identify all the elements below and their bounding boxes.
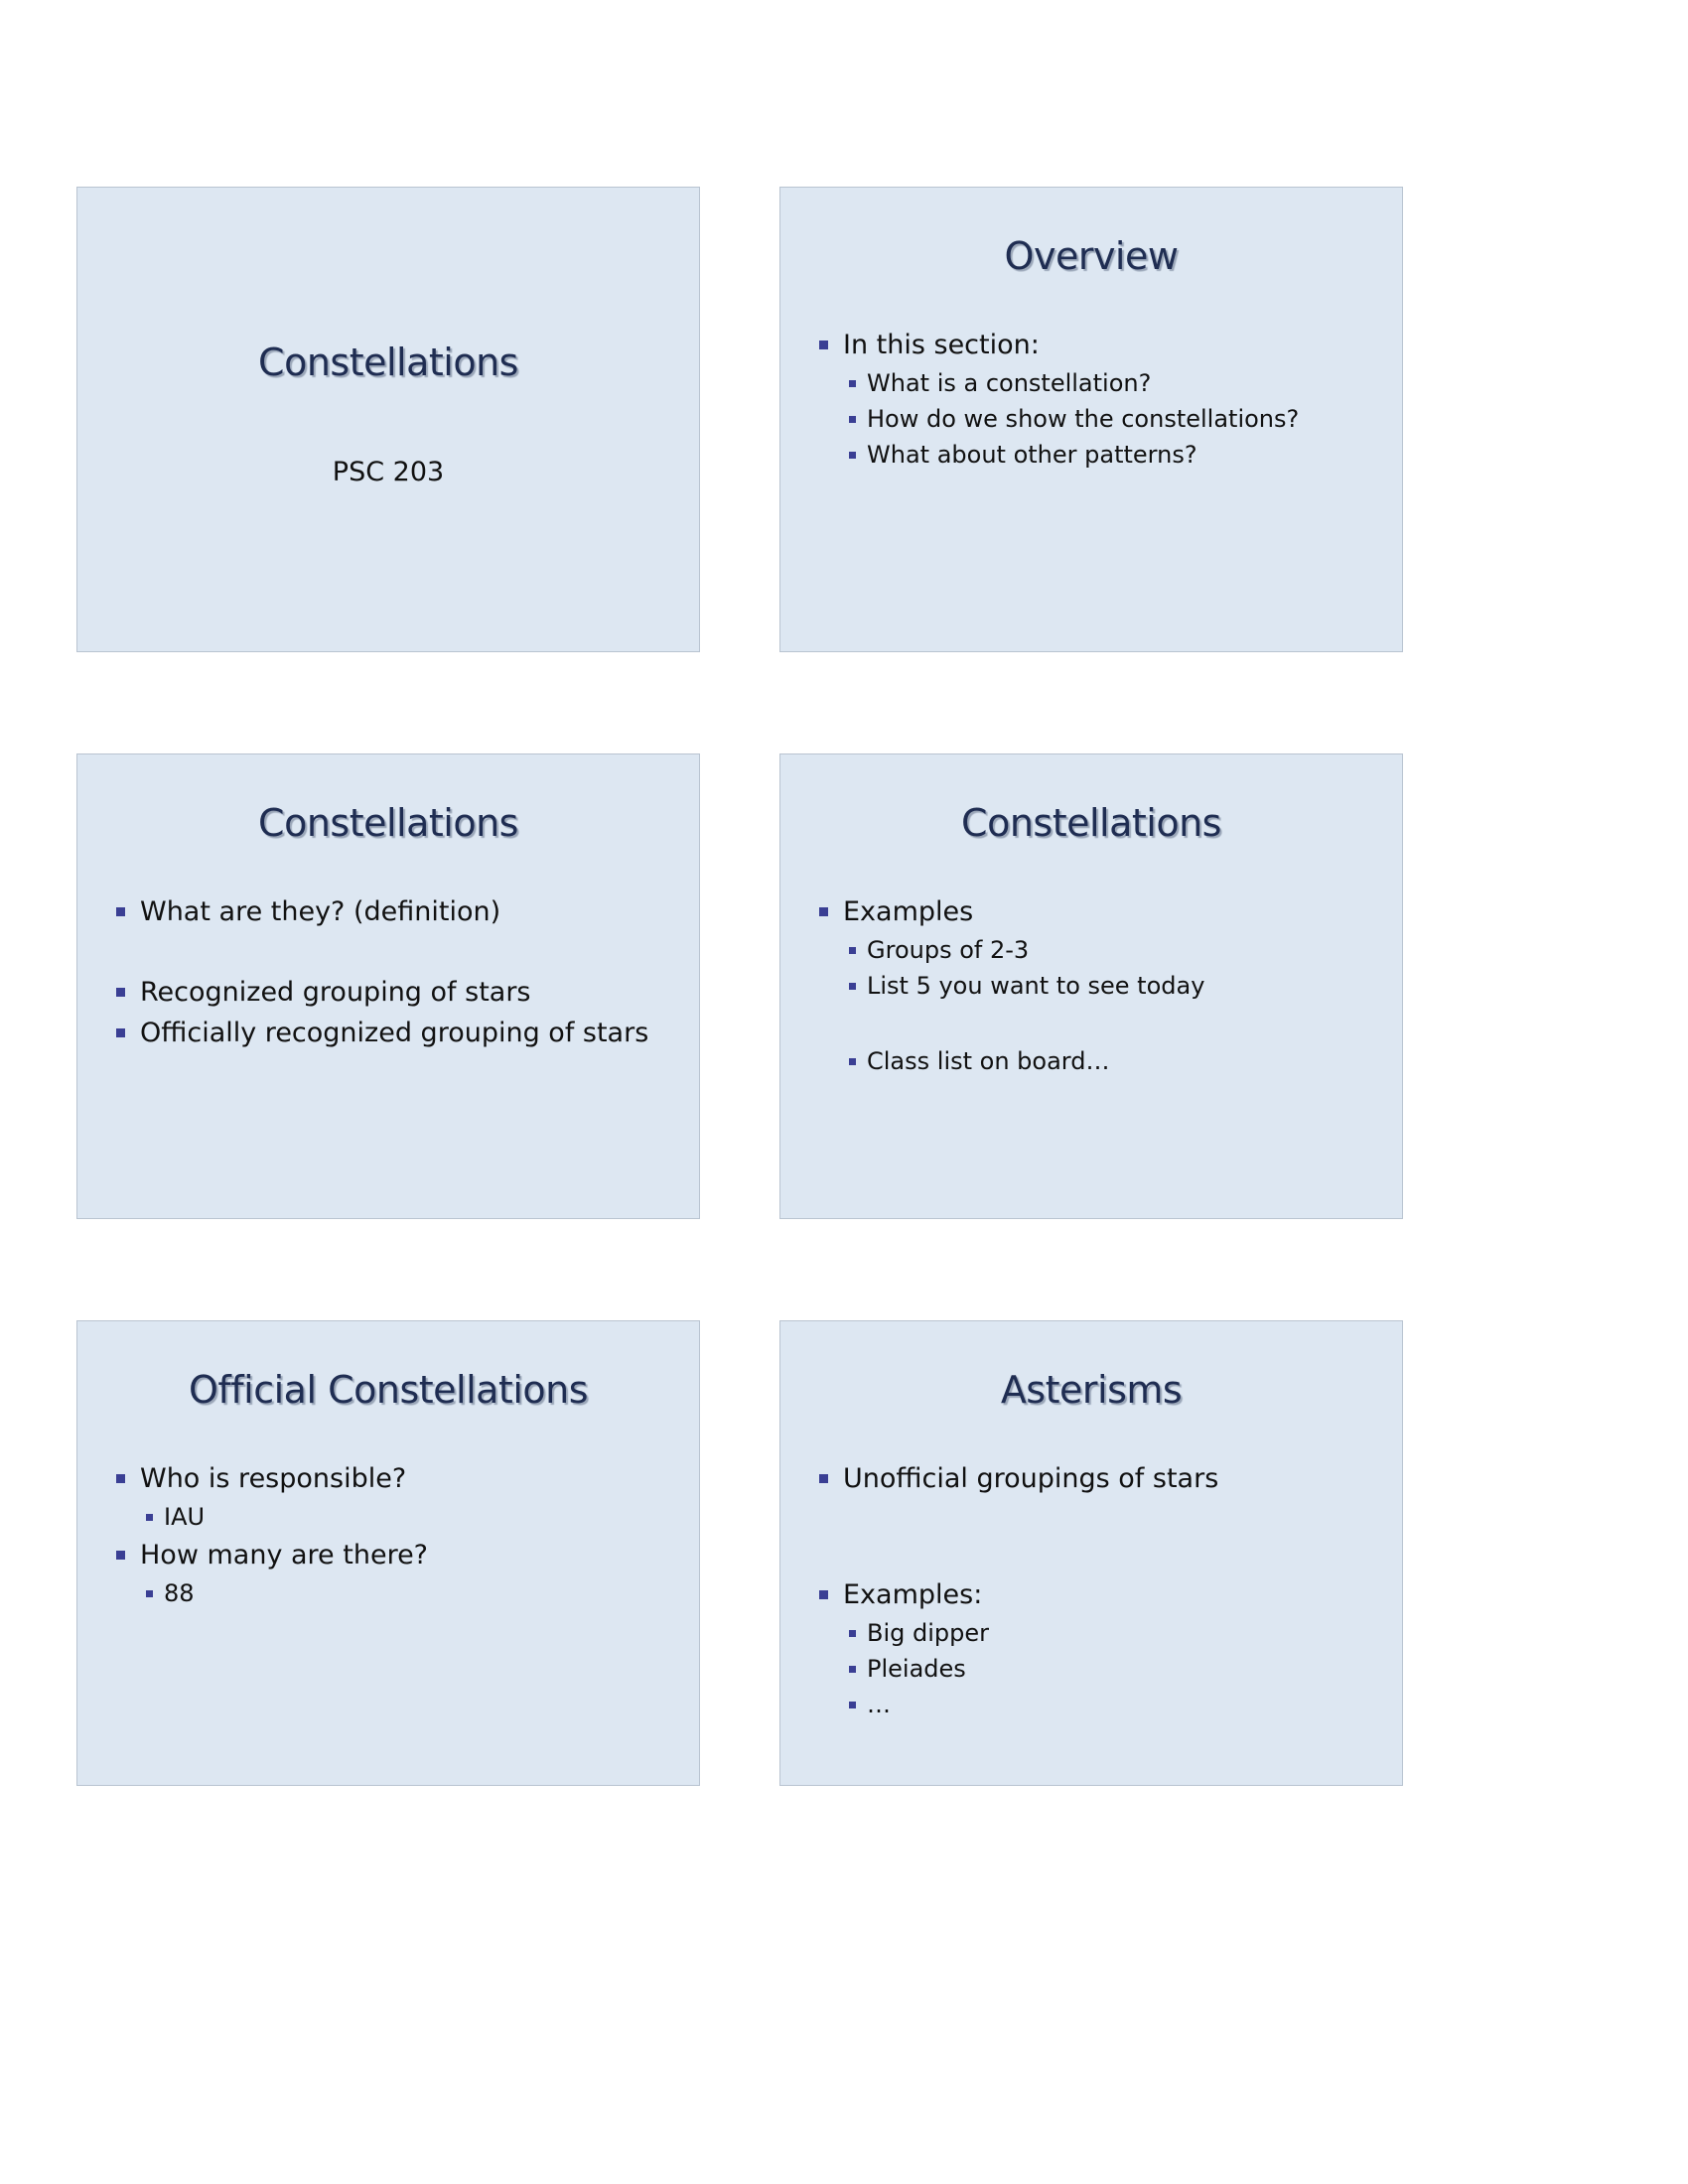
- sub-bullet-item: List 5 you want to see today: [849, 971, 1382, 1001]
- slide-subtitle: PSC 203: [332, 457, 445, 487]
- spacer: [819, 1007, 1382, 1046]
- slide-3: [76, 753, 700, 1219]
- bullet-item: In this section:: [819, 328, 1382, 362]
- bullet-item: Examples: [819, 894, 1382, 929]
- sub-bullet-item: 88: [146, 1578, 679, 1608]
- bullet-item: Examples:: [819, 1577, 1382, 1612]
- sub-bullet-item: …: [849, 1690, 1382, 1719]
- slide-title: Constellations: [258, 341, 518, 384]
- slide-title: Constellations: [961, 801, 1221, 845]
- slide-body: [116, 894, 679, 1056]
- slide-title: Official Constellations: [188, 1368, 589, 1412]
- slide-5: [76, 1320, 700, 1786]
- sub-bullet-item: Big dipper: [849, 1618, 1382, 1648]
- slide-title: Overview: [1004, 234, 1179, 278]
- sub-bullet-item: How do we show the constellations?: [849, 404, 1382, 434]
- bullet-item: What are they? (definition): [116, 894, 679, 929]
- slide-4: [779, 753, 1403, 1219]
- sub-bullet-item: Groups of 2-3: [849, 935, 1382, 965]
- slide-1: [76, 187, 700, 652]
- slide-body: [116, 1461, 679, 1614]
- slide-body: [819, 328, 1382, 476]
- sub-bullet-item: What about other patterns?: [849, 440, 1382, 470]
- sub-bullet-item: Class list on board…: [849, 1046, 1382, 1076]
- spacer: [116, 935, 679, 975]
- slide-6: [779, 1320, 1403, 1786]
- sub-bullet-item: Pleiades: [849, 1654, 1382, 1684]
- slide-title: Constellations: [258, 801, 518, 845]
- slide-body: [819, 1461, 1382, 1725]
- slide-2: [779, 187, 1403, 652]
- sub-bullet-item: IAU: [146, 1502, 679, 1532]
- spacer: [819, 1502, 1382, 1577]
- bullet-item: Recognized grouping of stars: [116, 975, 679, 1010]
- slide-body: [819, 894, 1382, 1082]
- bullet-item: Who is responsible?: [116, 1461, 679, 1496]
- bullet-item: Unofficial groupings of stars: [819, 1461, 1382, 1496]
- sub-bullet-item: What is a constellation?: [849, 368, 1382, 398]
- bullet-item: How many are there?: [116, 1538, 679, 1572]
- slide-title: Asterisms: [1000, 1368, 1183, 1412]
- bullet-item: Officially recognized grouping of stars: [116, 1016, 679, 1050]
